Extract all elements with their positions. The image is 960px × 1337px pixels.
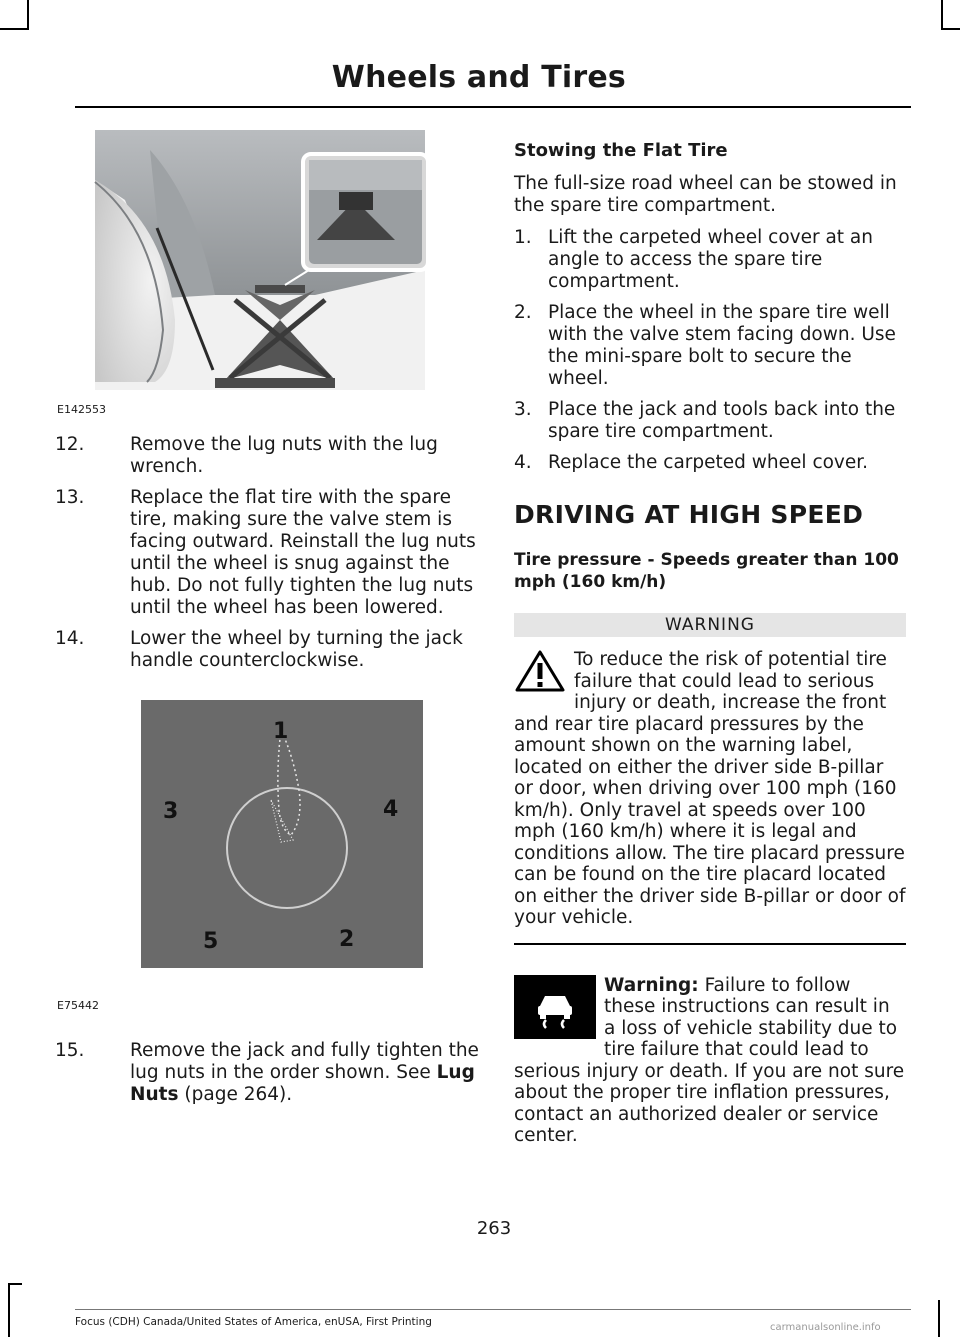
step-number: 4.: [514, 452, 532, 473]
lug-label-2: 2: [339, 927, 355, 952]
section-heading: DRIVING AT HIGH SPEED: [514, 500, 864, 529]
list-item: [514, 227, 906, 293]
page-reference: (page 264).: [184, 1084, 293, 1105]
list-item: [55, 1040, 485, 1106]
warning-triangle-icon: [514, 649, 566, 693]
footer-divider: [75, 1309, 911, 1310]
list-item: [514, 302, 906, 390]
step-text: Lift the carpeted wheel cover at an angle to access the spare tire compartment.: [548, 227, 873, 292]
footer-text: Focus (CDH) Canada/United States of America, enUSA, First Printing: [75, 1316, 432, 1328]
step-number: 3.: [514, 399, 532, 420]
crop-mark: [8, 1283, 22, 1285]
list-item: [55, 434, 485, 478]
left-column: [55, 120, 485, 1115]
crop-mark: [938, 1300, 940, 1337]
warning-divider: [514, 943, 906, 945]
list-item: [55, 487, 485, 619]
list-item: [55, 628, 485, 672]
step-number: 15.: [55, 1040, 85, 1061]
steps-list-left-2: [55, 1040, 485, 1106]
crop-mark: [942, 28, 960, 30]
step-text: Lower the wheel by turning the jack handle counterclockwise.: [130, 628, 463, 671]
warning-block: [514, 649, 906, 929]
step-text: Place the wheel in the spare tire well with the valve stem facing down. Use the mini-spare bolt to secure the wheel.: [548, 302, 896, 389]
tire-pressure-subheading: Tire pressure - Speeds greater than 100 mph (160 km/h): [514, 550, 899, 592]
crop-mark: [941, 0, 943, 30]
right-column: [514, 140, 906, 1147]
lug-label-5: 5: [203, 929, 219, 954]
lug-label-1: 1: [273, 719, 289, 744]
step-number: 1.: [514, 227, 532, 248]
watermark: carmanualsonline.info: [770, 1322, 881, 1333]
jack-figure: [55, 120, 445, 420]
crop-mark: [8, 1283, 10, 1337]
step-number: 12.: [55, 434, 85, 455]
warning-note-text: Failure to follow these instructions can result in a loss of vehicle stability due to tire failure that could lead to serious injury or death. If you are not sure about the proper tire inflation pressures, contact an authorized dealer or service center.: [514, 974, 905, 1146]
step-text: Replace the carpeted wheel cover.: [548, 452, 869, 473]
figure-code: E75442: [57, 999, 99, 1012]
page-number: 263: [476, 1218, 512, 1239]
warning-banner: WARNING: [514, 613, 906, 637]
stowing-heading: Stowing the Flat Tire: [514, 140, 728, 161]
step-number: 13.: [55, 487, 85, 508]
lug-pattern-illustration: [141, 700, 423, 968]
lug-label-4: 4: [383, 797, 399, 822]
stowing-intro: The full-size road wheel can be stowed in the spare tire compartment.: [514, 173, 897, 216]
stability-warning: [514, 975, 906, 1147]
step-text: Remove the jack and fully tighten the lug nuts in the order shown. See: [130, 1040, 479, 1083]
step-number: 14.: [55, 628, 85, 649]
crop-mark: [0, 28, 28, 30]
page-title: Wheels and Tires: [331, 60, 626, 95]
lug-label-3: 3: [163, 799, 179, 824]
step-text: Place the jack and tools back into the spare tire compartment.: [548, 399, 896, 442]
step-text: Replace the flat tire with the spare tire, making sure the valve stem is facing outward. Reinstall the lug nuts until the wheel is snug against the hub. Do not fully tighten the lug nuts until the wheel has been lowered.: [130, 487, 476, 618]
jack-illustration: [55, 120, 445, 420]
steps-list-left: [55, 434, 485, 672]
stowing-steps: [514, 227, 906, 474]
warning-text: To reduce the risk of potential tire failure that could lead to serious injury or death, increase the front and rear tire placard pressures by the amount shown on the warning label, located on either the driver side B-pillar or door, when driving over 100 mph (160 km/h). Only travel at speeds over 100 mph (160 km/h) where it is legal and conditions allow. The tire placard pressure can be found on the tire placard located on either the driver side B-pillar or door of your vehicle.: [514, 649, 906, 928]
lug-nuts-link[interactable]: Lug Nuts: [130, 1062, 475, 1105]
figure-code: E142553: [57, 403, 106, 416]
step-number: 2.: [514, 302, 532, 323]
warning-label: Warning:: [604, 974, 699, 996]
list-item: [514, 399, 906, 443]
crop-mark: [27, 0, 29, 30]
list-item: [514, 452, 906, 474]
lug-pattern-figure: [55, 700, 455, 1050]
skid-car-icon: [532, 984, 578, 1030]
header-divider: [75, 106, 911, 108]
step-text: Remove the lug nuts with the lug wrench.: [130, 434, 438, 477]
stability-icon-box: [514, 975, 596, 1039]
